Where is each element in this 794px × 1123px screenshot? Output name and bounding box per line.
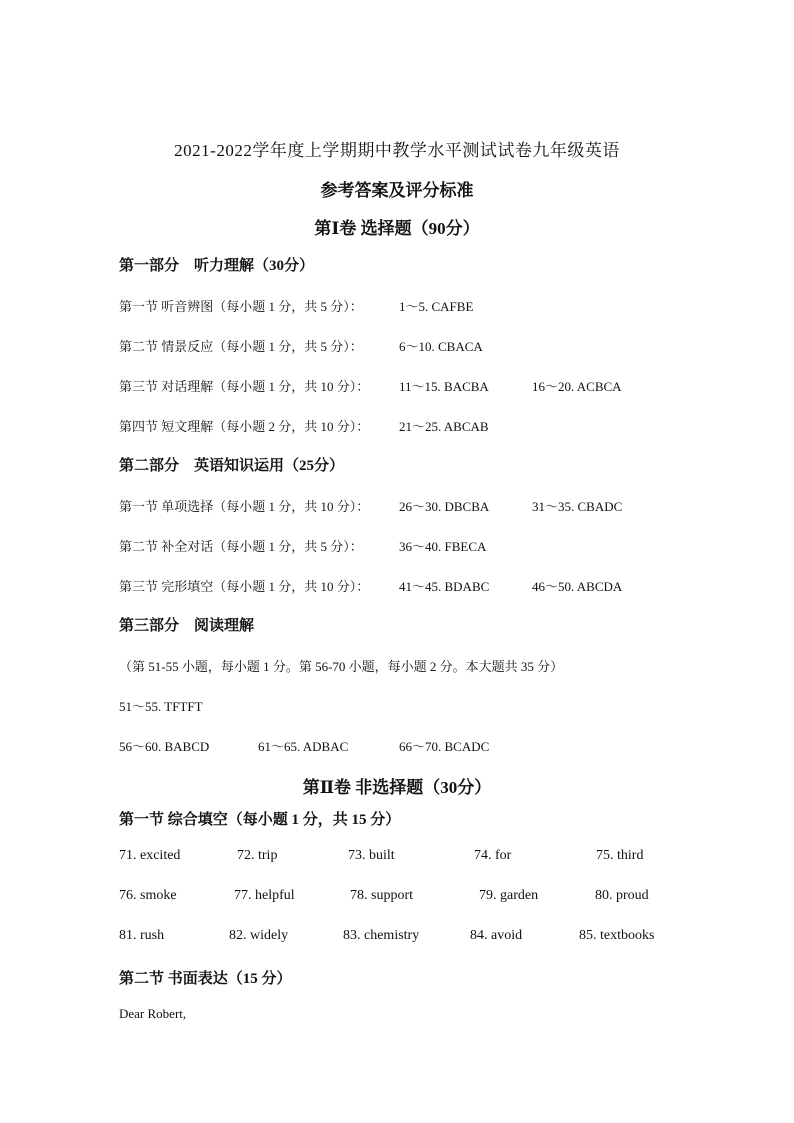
- part1-section4-label: 第四节 短文理解（每小题 2 分，共 10 分）：: [119, 419, 370, 434]
- part1-section3-answer-a: 11～15. BACBA: [399, 379, 489, 394]
- part2-section1-answer-a: 26～30. DBCBA: [399, 499, 490, 514]
- page-subtitle: 参考答案及评分标准: [320, 181, 474, 200]
- part1-heading: 第一部分 听力理解（30分）: [119, 258, 315, 274]
- fill-answer-81: 81. rush: [119, 928, 165, 943]
- fill-answer-72: 72. trip: [237, 848, 278, 863]
- part3-note: （第 51-55 小题，每小题 1 分。第 56-70 小题，每小题 2 分。本大题共 35 分）: [119, 659, 564, 674]
- volume-1-heading: 第Ⅰ卷 选择题（90分）: [314, 219, 480, 238]
- part1-section2-label: 第二节 情景反应（每小题 1 分，共 5 分）：: [119, 339, 363, 354]
- part3-answer-row1: 51～55. TFTFT: [119, 699, 203, 714]
- part2-section2-answer: 36～40. FBECA: [399, 539, 487, 554]
- fill-answer-78: 78. support: [350, 888, 413, 903]
- fill-answer-74: 74. for: [474, 848, 512, 863]
- part3-answer-56-60: 56～60. BABCD: [119, 739, 210, 754]
- part1-section2-answer: 6～10. CBACA: [399, 339, 483, 354]
- part1-section3-answer-b: 16～20. ACBCA: [532, 379, 622, 394]
- fill-answer-76: 76. smoke: [119, 888, 177, 903]
- part1-section1-answer: 1～5. CAFBE: [399, 299, 474, 314]
- part3-answer-66-70: 66～70. BCADC: [399, 739, 490, 754]
- fill-answer-77: 77. helpful: [234, 888, 295, 903]
- part2-section1-answer-b: 31～35. CBADC: [532, 499, 623, 514]
- page-title: 2021-2022学年度上学期期中教学水平测试试卷九年级英语: [174, 141, 620, 160]
- fill-answer-75: 75. third: [596, 848, 644, 863]
- part3-heading: 第三部分 阅读理解: [119, 618, 255, 634]
- part2-section3-answer-b: 46～50. ABCDA: [532, 579, 623, 594]
- part2-section3-answer-a: 41～45. BDABC: [399, 579, 490, 594]
- part2-section2-label: 第二节 补全对话（每小题 1 分，共 5 分）：: [119, 539, 363, 554]
- fill-answer-79: 79. garden: [479, 888, 539, 903]
- fill-answer-84: 84. avoid: [470, 928, 523, 943]
- part2-heading: 第二部分 英语知识运用（25分）: [119, 458, 345, 474]
- fill-answer-85: 85. textbooks: [579, 928, 655, 943]
- part2-section1-label: 第一节 单项选择（每小题 1 分，共 10 分）：: [119, 499, 370, 514]
- fill-answer-80: 80. proud: [595, 888, 649, 903]
- volume-2-heading: 第Ⅱ卷 非选择题（30分）: [302, 778, 492, 797]
- part3-answer-61-65: 61～65. ADBAC: [258, 739, 349, 754]
- fill-answer-82: 82. widely: [229, 928, 289, 943]
- fill-answer-73: 73. built: [348, 848, 395, 863]
- fill-answer-83: 83. chemistry: [343, 928, 420, 943]
- letter-greeting: Dear Robert,: [119, 1006, 187, 1021]
- part1-section3-label: 第三节 对话理解（每小题 1 分，共 10 分）：: [119, 379, 370, 394]
- fill-answer-71: 71. excited: [119, 848, 181, 863]
- fill-section-heading: 第一节 综合填空（每小题 1 分，共 15 分）: [119, 812, 401, 828]
- writing-section-heading: 第二节 书面表达（15 分）: [119, 971, 292, 987]
- part2-section3-label: 第三节 完形填空（每小题 1 分，共 10 分）：: [119, 579, 370, 594]
- part1-section1-label: 第一节 听音辨图（每小题 1 分，共 5 分）：: [119, 299, 363, 314]
- part1-section4-answer: 21～25. ABCAB: [399, 419, 489, 434]
